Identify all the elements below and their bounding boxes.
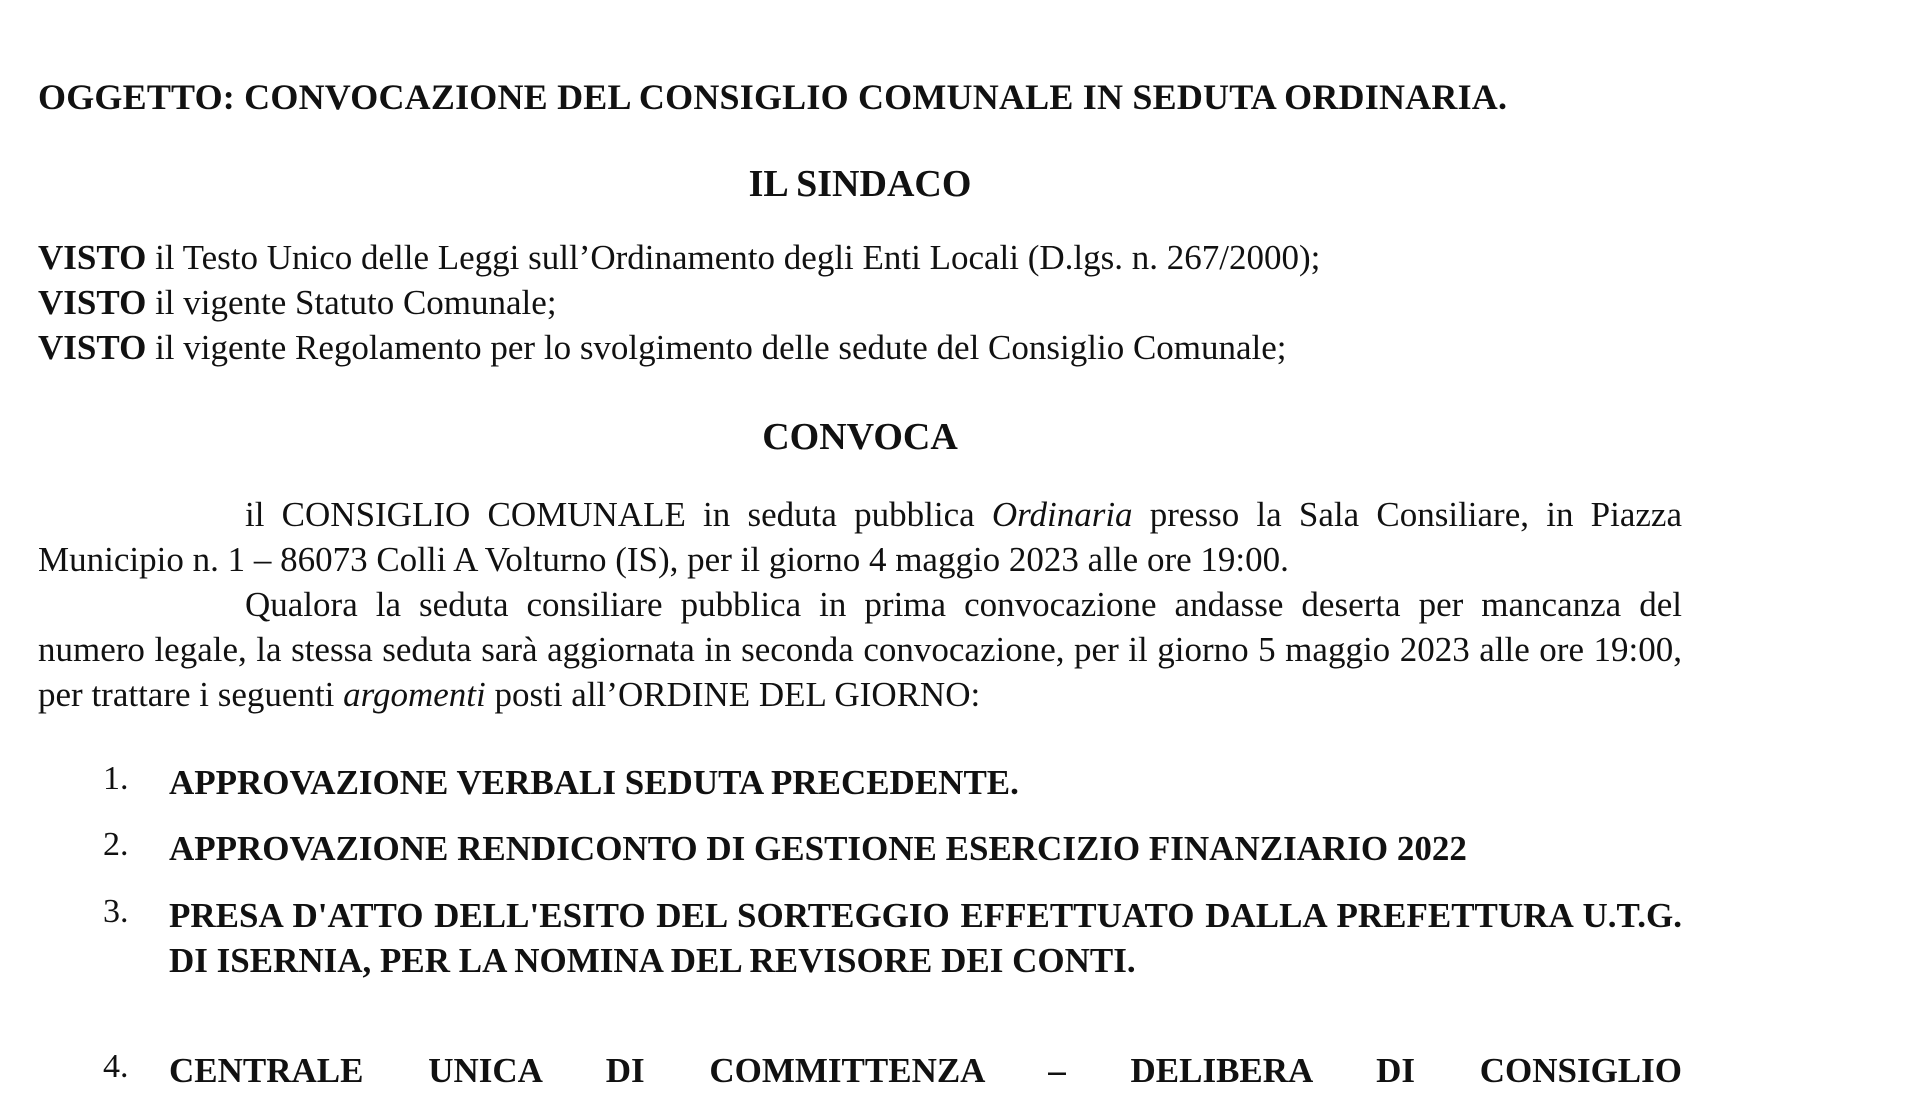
paragraph-text: il CONSIGLIO COMUNALE in seduta pubblica	[245, 495, 992, 534]
visto-keyword: VISTO	[38, 283, 147, 322]
heading-il-sindaco: IL SINDACO	[748, 163, 972, 205]
agenda-number: 2.	[103, 826, 129, 863]
visto-line	[38, 328, 1287, 368]
agenda-text: APPROVAZIONE RENDICONTO DI GESTIONE ESERCIZIO FINANZIARIO 2022	[169, 829, 1467, 868]
visto-text: il vigente Statuto Comunale;	[155, 283, 557, 322]
paragraph-text: posti all’ORDINE DEL GIORNO:	[485, 675, 981, 714]
visto-keyword: VISTO	[38, 238, 147, 277]
agenda-text: PRESA D'ATTO DELL'ESITO DEL SORTEGGIO EFFETTUATO DALLA PREFETTURA U.T.G. DI ISERNIA, PER LA NOMINA DEL REVISORE DEI CONTI.	[169, 896, 1682, 980]
agenda-text: CENTRALE UNICA DI COMMITTENZA – DELIBERA DI CONSIGLIO	[169, 1051, 1682, 1090]
agenda-number: 1.	[103, 760, 129, 797]
paragraph-italic: argomenti	[343, 675, 486, 714]
visto-line	[38, 283, 557, 323]
agenda-number: 3.	[103, 893, 129, 930]
visto-line	[38, 238, 1320, 278]
visto-keyword: VISTO	[38, 328, 147, 367]
second-convocation-paragraph	[38, 582, 1682, 717]
subject-line: OGGETTO: CONVOCAZIONE DEL CONSIGLIO COMUNALE IN SEDUTA ORDINARIA.	[38, 77, 1508, 117]
convocation-paragraph	[38, 492, 1682, 582]
heading-convoca: CONVOCA	[762, 416, 958, 458]
paragraph-italic: Ordinaria	[991, 495, 1133, 534]
paragraph-text: Qualora la seduta consiliare pubblica in prima convocazione andasse deserta per mancanza del numero legale, la stessa seduta sarà aggiornata in seconda convocazione, per il giorno 5 maggio 2023 alle ore 19:00, per trattare i seguenti	[38, 585, 1682, 714]
paragraph-text: presso la Sala Consiliare, in Piazza Municipio n. 1 – 86073 Colli A Volturno (IS), per il giorno 4 maggio 2023 alle ore 19:00.	[38, 495, 1682, 579]
visto-text: il vigente Regolamento per lo svolgimento delle sedute del Consiglio Comunale;	[155, 328, 1287, 367]
agenda-number: 4.	[103, 1048, 129, 1085]
agenda-text: APPROVAZIONE VERBALI SEDUTA PRECEDENTE.	[169, 763, 1019, 802]
visto-text: il Testo Unico delle Leggi sull’Ordinamento degli Enti Locali (D.lgs. n. 267/2000);	[155, 238, 1321, 277]
